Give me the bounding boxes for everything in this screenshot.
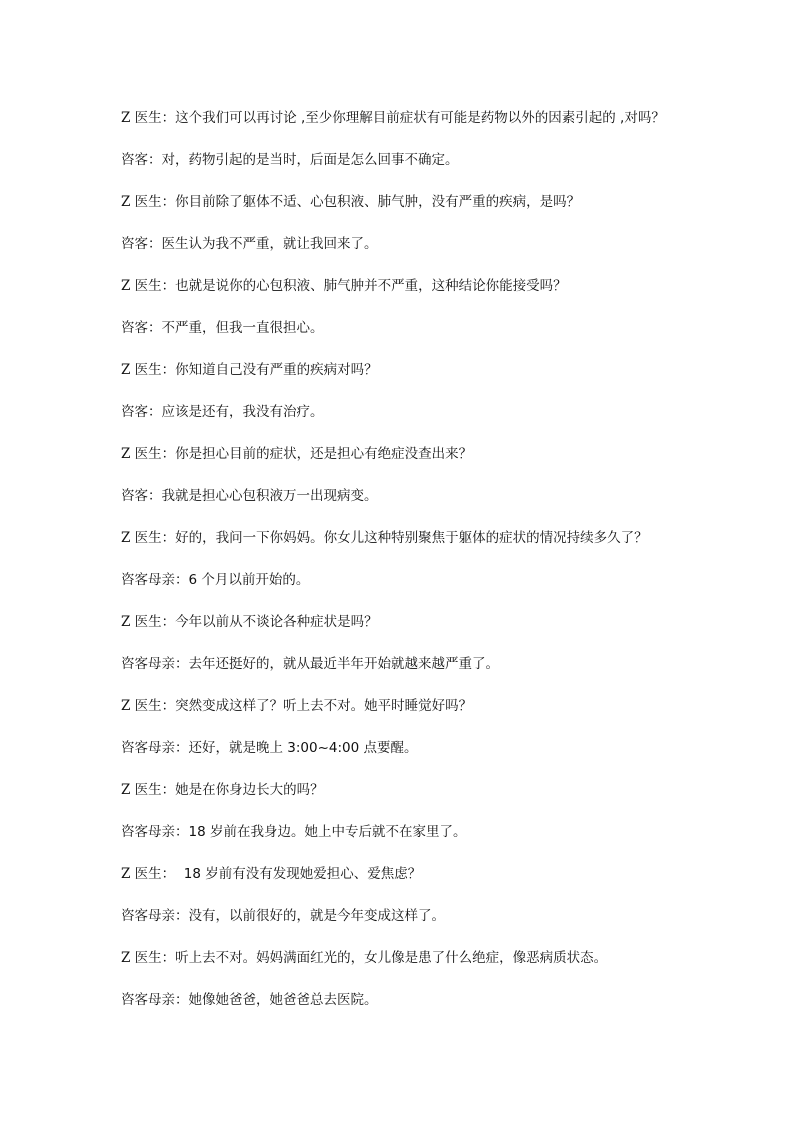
speaker-label: Z 医生： [121, 110, 176, 126]
speech-text: 你目前除了躯体不适、心包积液、肺气肿，没有严重的疾病，是吗？ [175, 194, 581, 210]
speech-text: 对，药物引起的是当时，后面是怎么回事不确定。 [161, 152, 459, 168]
speech-text: 今年以前从不谈论各种症状是吗？ [175, 614, 378, 630]
speech-text: 没有，以前很好的，就是今年变成这样了。 [188, 908, 445, 924]
speech-text: 你是担心目前的症状，还是担心有绝症没查出来？ [175, 446, 473, 462]
dialogue-line [121, 358, 721, 400]
speaker-label: 咨客母亲： [121, 908, 189, 924]
speech-text: 突然变成这样了？听上去不对。她平时睡觉好吗？ [175, 698, 473, 714]
dialogue-line [121, 904, 721, 946]
speech-text: 应该是还有，我没有治疗。 [161, 404, 324, 420]
dialogue-transcript [121, 106, 721, 1030]
speech-text: 好的，我问一下你妈妈。你女儿这种特别聚焦于躯体的症状的情况持续多久了？ [175, 530, 648, 546]
dialogue-line [121, 820, 721, 862]
dialogue-line [121, 274, 721, 316]
speaker-label: 咨客母亲： [121, 572, 189, 588]
dialogue-line [121, 148, 721, 190]
speech-text: 18 岁前有没有发现她爱担心、爱焦虑？ [175, 866, 422, 882]
speaker-label: Z 医生： [121, 950, 176, 966]
dialogue-line [121, 988, 721, 1030]
speech-text: 你知道自己没有严重的疾病对吗？ [175, 362, 378, 378]
speaker-label: Z 医生： [121, 698, 176, 714]
speaker-label: 咨客： [121, 236, 162, 252]
speech-text: 她是在你身边长大的吗？ [175, 782, 324, 798]
speaker-label: Z 医生： [121, 194, 176, 210]
speaker-label: 咨客母亲： [121, 824, 189, 840]
speech-text: 听上去不对。妈妈满面红光的，女儿像是患了什么绝症，像恶病质状态。 [175, 950, 608, 966]
speaker-label: Z 医生： [121, 614, 176, 630]
speech-text: 还好，就是晚上 3:00~4:00 点要醒。 [188, 740, 418, 756]
speaker-label: 咨客： [121, 488, 162, 504]
speech-text: 不严重，但我一直很担心。 [161, 320, 324, 336]
speech-text: 我就是担心心包积液万一出现病变。 [161, 488, 378, 504]
dialogue-line [121, 190, 721, 232]
speech-text: 18 岁前在我身边。她上中专后就不在家里了。 [188, 824, 467, 840]
speaker-label: Z 医生： [121, 362, 176, 378]
speech-text: 去年还挺好的，就从最近半年开始就越来越严重了。 [188, 656, 499, 672]
dialogue-line [121, 568, 721, 610]
speaker-label: 咨客母亲： [121, 992, 189, 1008]
dialogue-line [121, 946, 721, 988]
dialogue-line [121, 442, 721, 484]
speech-text: 也就是说你的心包积液、肺气肿并不严重，这种结论你能接受吗？ [175, 278, 567, 294]
speaker-label: 咨客母亲： [121, 740, 189, 756]
speaker-label: Z 医生： [121, 782, 176, 798]
speaker-label: 咨客： [121, 404, 162, 420]
dialogue-line [121, 484, 721, 526]
dialogue-line [121, 862, 721, 904]
dialogue-line [121, 694, 721, 736]
speaker-label: Z 医生： [121, 446, 176, 462]
dialogue-line [121, 778, 721, 820]
speech-text: 这个我们可以再讨论 ,至少你理解目前症状有可能是药物以外的因素引起的 ,对吗？ [175, 110, 665, 126]
speaker-label: Z 医生： [121, 530, 176, 546]
dialogue-line [121, 316, 721, 358]
speech-text: 6 个月以前开始的。 [188, 572, 310, 588]
dialogue-line [121, 736, 721, 778]
dialogue-line [121, 232, 721, 274]
speech-text: 她像她爸爸，她爸爸总去医院。 [188, 992, 378, 1008]
dialogue-line [121, 400, 721, 442]
dialogue-line [121, 652, 721, 694]
dialogue-line [121, 610, 721, 652]
dialogue-line [121, 106, 721, 148]
speaker-label: Z 医生： [121, 866, 176, 882]
speaker-label: 咨客： [121, 152, 162, 168]
dialogue-line [121, 526, 721, 568]
speaker-label: 咨客母亲： [121, 656, 189, 672]
speech-text: 医生认为我不严重，就让我回来了。 [161, 236, 378, 252]
speaker-label: 咨客： [121, 320, 162, 336]
speaker-label: Z 医生： [121, 278, 176, 294]
